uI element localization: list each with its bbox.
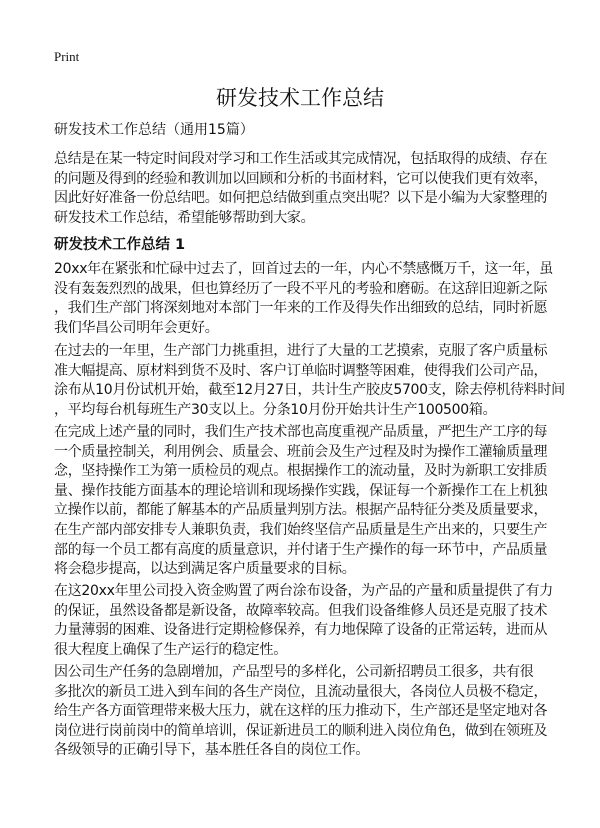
- text-line: 力量薄弱的困难、设备进行定期检修保养，有力地保障了设备的正常运转，进而从: [54, 622, 548, 639]
- text-line: 立操作以前，都能了解基本的产品质量判别方法。根据产品特征分类及质量要求，: [54, 502, 548, 519]
- text-line: 给生产各方面管理带来极大压力，就在这样的压力推动下，生产部还是坚定地对各: [54, 703, 548, 720]
- paragraph: [54, 342, 565, 420]
- text-line: ，我们生产部门将深刻地对本部门一年来的工作及得失作出细致的总结，同时祈愿: [54, 300, 548, 317]
- text-line: 涂布从10月份试机开始，截至12月27日，共计生产胶皮5700支，除去停机待料时间: [54, 382, 565, 399]
- text-line: 准大幅提高、原材料到货不及时、客户订单临时调整等困难，使得我们公司产品，: [54, 362, 548, 379]
- paragraph: [54, 423, 554, 580]
- text-line: 研发技术工作总结，希望能够帮助到大家。: [54, 209, 315, 226]
- text-line: 将会稳步提高，以达到满足客户质量要求的目标。: [54, 561, 356, 578]
- paragraph: [54, 582, 554, 660]
- text-line: 量、操作技能方面基本的理论培训和现场操作实践，保证每一个新操作工在上机独: [54, 482, 548, 499]
- text-line: 很大程度上确保了生产运行的稳定性。: [54, 641, 287, 658]
- text-line: 因此好好准备一份总结吧。如何把总结做到重点突出呢？以下是小编为大家整理的: [54, 190, 548, 207]
- text-line: ，平均每台机每班生产30支以上。分条10月份开始共计生产100500箱。: [54, 401, 497, 418]
- text-line: 没有轰轰烈烈的战果，但也算经历了一段不平凡的考验和磨砺。在这辞旧迎新之际: [54, 280, 548, 297]
- text-line: 各级领导的正确引导下，基本胜任各自的岗位工作。: [54, 742, 370, 759]
- section-heading: 研发技术工作总结 1: [54, 237, 186, 253]
- text-line: 20xx年在紧张和忙碌中过去了，回首过去的一年，内心不禁感慨万千，这一年，虽: [54, 261, 553, 277]
- text-line: 多批次的新员工进入到车间的各生产岗位，且流动量很大，各岗位人员极不稳定，: [54, 683, 548, 700]
- text-line: 在过去的一年里，生产部门力挑重担，进行了大量的工艺摸索，克服了客户质量标: [54, 343, 548, 359]
- text-line: 的问题及得到的经验和教训加以回顾和分析的书面材料，它可以使我们更有效率，: [54, 170, 548, 187]
- text-line: 部的每一个员工都有高度的质量意识，并付诸于生产操作的每一环节中，产品质量: [54, 541, 548, 558]
- print-link[interactable]: Print: [54, 49, 80, 64]
- text-line: 在生产部内部安排专人兼职负责，我们始终坚信产品质量是生产出来的，只要生产: [54, 521, 548, 538]
- text-line: 总结是在某一特定时间段对学习和工作生活或其完成情况，包括取得的成绩、存在: [54, 151, 548, 167]
- text-line: 因公司生产任务的急剧增加，产品型号的多样化，公司新招聘员工很多，共有很: [54, 664, 534, 680]
- page-title: 研发技术工作总结: [216, 86, 384, 110]
- intro-paragraph: [54, 150, 554, 228]
- document-subtitle: 研发技术工作总结（通用15篇）: [54, 122, 254, 138]
- text-line: 在完成上述产量的同时，我们生产技术部也高度重视产品质量，严把生产工序的每: [54, 424, 548, 440]
- text-line: 一个质量控制关，利用例会、质量会、班前会及生产过程及时为操作工灌输质量理: [54, 443, 548, 460]
- paragraph: [54, 260, 554, 338]
- text-line: 我们华昌公司明年会更好。: [54, 319, 219, 336]
- text-line: 念，坚持操作工为第一质检员的观点。根据操作工的流动量，及时为新职工安排质: [54, 463, 548, 480]
- text-line: 的保证，虽然设备都是新设备，故障率较高。但我们设备维修人员还是克服了技术: [54, 602, 548, 619]
- text-line: 在这20xx年里公司投入资金购置了两台涂布设备，为产品的产量和质量提供了有力: [54, 583, 553, 599]
- paragraph: [54, 663, 554, 761]
- text-line: 岗位进行岗前岗中的简单培训，保证新进员工的顺利进入岗位角色，做到在领班及: [54, 722, 548, 739]
